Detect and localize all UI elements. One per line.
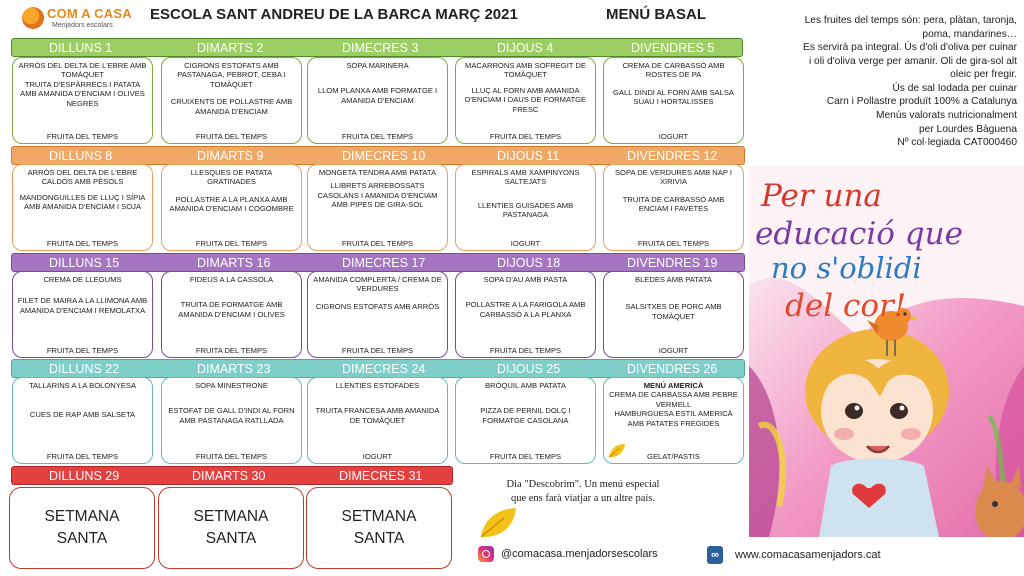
menu-day-dijous-18: SOPA D'AU AMB PASTA POLLASTRE A LA FARIGOLA AMB CARBASSÓ A LA PLANXA FRUITA DEL TEMPS — [455, 271, 596, 358]
instagram-icon — [478, 546, 494, 562]
day-label: DIMECRES 31 — [339, 469, 423, 483]
menu-day-dilluns-22: TALLARINS A LA BOLONYESA CUES DE RAP AMB SALSETA FRUITA DEL TEMPS — [12, 377, 153, 464]
dessert: FRUITA DEL TEMPS — [637, 238, 710, 248]
art-text-line-2: educació que — [755, 216, 963, 252]
menu-day-dimarts-16: FIDEUS A LA CASSOLA TRUITA DE FORMATGE AMB AMANIDA D'ENCIAM I OLIVES FRUITA DEL TEMPS — [161, 271, 302, 358]
menu-day-dimarts-23: SOPA MINESTRONE ESTOFAT DE GALL D'INDI AL FORN AMB PASTANAGA RATLLADA FRUITA DEL TEMPS — [161, 377, 302, 464]
day-label: DIVENDRES 5 — [631, 41, 715, 55]
dessert: FRUITA DEL TEMPS — [46, 131, 119, 141]
leaf-icon — [608, 443, 626, 459]
week-3-header — [11, 253, 745, 272]
dessert: FRUITA DEL TEMPS — [341, 238, 414, 248]
day-label: DIMECRES 24 — [342, 362, 426, 376]
week-5-header — [11, 466, 453, 485]
menu-day-dimecres-10: MONGETA TENDRA AMB PATATA LLIBRETS ARREBOSSATS CASOLANS I AMANIDA D'ENCIAM AMB PIPES DE GIRA-SOL FRUITA DEL TEMPS — [307, 164, 448, 251]
menu-day-dimarts-30: SETMANA SANTA — [158, 487, 304, 569]
descobrim-note: Dia "Descobrim". Un menú especial que ens farà viatjar a un altre país. — [506, 479, 660, 505]
week-4-header — [11, 359, 745, 378]
day-label: DIJOUS 11 — [497, 149, 560, 163]
day-label: DILLUNS 15 — [49, 256, 120, 270]
day-label: DIMARTS 2 — [197, 41, 264, 55]
dessert: IOGURT — [510, 238, 541, 248]
com-a-casa-logo — [22, 5, 132, 35]
dessert: FRUITA DEL TEMPS — [341, 131, 414, 141]
menu-day-dimarts-2: CIGRONS ESTOFATS AMB PASTANAGA, PEBROT, CEBA I TOMÀQUET CRUIXENTS DE POLLASTRE AMB AMANIDA D'ENCIAM FRUITA DEL TEMPS — [161, 57, 302, 144]
week-1-header — [11, 38, 743, 57]
school-title: ESCOLA SANT ANDREU DE LA BARCA MARÇ 2021 — [150, 6, 518, 23]
day-label: DIMECRES 10 — [342, 149, 426, 163]
dessert: FRUITA DEL TEMPS — [489, 345, 562, 355]
dessert: FRUITA DEL TEMPS — [195, 131, 268, 141]
day-label: DIMARTS 9 — [197, 149, 264, 163]
logo-food-icon — [22, 7, 44, 29]
day-label: DILLUNS 22 — [49, 362, 120, 376]
dessert: FRUITA DEL TEMPS — [489, 131, 562, 141]
dessert: FRUITA DEL TEMPS — [46, 345, 119, 355]
art-text-line-4: del cor! — [785, 288, 907, 324]
menu-day-divendres-12: SOPA DE VERDURES AMB NAP I XIRIVIA TRUITA DE CARBASSÓ AMB ENCIAM I FAVETES FRUITA DEL TEMPS — [603, 164, 744, 251]
day-label: DIMECRES 17 — [342, 256, 426, 270]
menu-day-dimecres-17: AMANIDA COMPLERTA / CREMA DE VERDURES CIGRONS ESTOFATS AMB ARRÒS FRUITA DEL TEMPS — [307, 271, 448, 358]
menu-day-divendres-19: BLEDES AMB PATATA SALSITXES DE PORC AMB TOMÀQUET IOGURT — [603, 271, 744, 358]
instagram-handle[interactable]: @comacasa.menjadorsescolars — [478, 546, 658, 562]
day-label: DIVENDRES 26 — [627, 362, 718, 376]
day-label: DIJOUS 18 — [497, 256, 561, 270]
day-label: DIJOUS 4 — [497, 41, 554, 55]
menu-day-divendres-26: MENÚ AMERICÀ CREMA DE CARBASSA AMB PEBRE VERMELL HAMBURGUESA ESTIL AMERICÀ AMB PATATES FREGIDES GELAT/PASTIS — [603, 377, 744, 464]
dessert: FRUITA DEL TEMPS — [195, 451, 268, 461]
website-icon: ∞ — [707, 546, 723, 564]
menu-day-dimecres-3: SOPA MARINERA LLOM PLANXA AMB FORMATGE I AMANIDA D'ENCIAM FRUITA DEL TEMPS — [307, 57, 448, 144]
art-text-line-3: no s'oblidi — [771, 251, 922, 285]
art-text-line-1: Per una — [761, 178, 882, 214]
dessert: FRUITA DEL TEMPS — [489, 451, 562, 461]
menu-day-dimecres-24: LLENTIES ESTOFADES TRUITA FRANCESA AMB AMANIDA DE TOMÀQUET IOGURT — [307, 377, 448, 464]
menu-day-dijous-4: MACARRONS AMB SOFREGIT DE TOMÀQUET LLUÇ AL FORN AMB AMANIDA D'ENCIAM I DAUS DE FORMATGE FRESC FRUITA DEL TEMPS — [455, 57, 596, 144]
menu-day-dimecres-31: SETMANA SANTA — [306, 487, 452, 569]
brand-subtitle: Menjadors escolars — [52, 22, 113, 29]
day-label: DIMARTS 16 — [197, 256, 271, 270]
dessert: FRUITA DEL TEMPS — [195, 238, 268, 248]
dessert: IOGURT — [362, 451, 393, 461]
menu-day-dijous-11: ESPIRALS AMB XAMPINYONS SALTEJATS LLENTIES GUISADES AMB PASTANAGA IOGURT — [455, 164, 596, 251]
week-2-header — [11, 146, 745, 165]
dessert: FRUITA DEL TEMPS — [46, 451, 119, 461]
dessert: IOGURT — [658, 345, 689, 355]
dessert: IOGURT — [658, 131, 689, 141]
website-link[interactable]: ∞ www.comacasamenjadors.cat — [707, 546, 881, 564]
dessert: FRUITA DEL TEMPS — [341, 345, 414, 355]
day-label: DIVENDRES 12 — [627, 149, 718, 163]
menu-day-dijous-25: BRÒQUIL AMB PATATA PIZZA DE PERNIL DOLÇ I FORMATGE CASOLANA FRUITA DEL TEMPS — [455, 377, 596, 464]
day-label: DILLUNS 29 — [49, 469, 120, 483]
day-label: DIVENDRES 19 — [627, 256, 718, 270]
menu-day-divendres-5: CREMA DE CARBASSÓ AMB ROSTES DE PA GALL DINDI AL FORN AMB SALSA SUAU I HORTALISSES IOGURT — [603, 57, 744, 144]
leaf-icon — [478, 506, 518, 540]
menu-day-dimarts-9: LLESQUES DE PATATA GRATINADES POLLASTRE A LA PLANXA AMB AMANIDA D'ENCIAM I COGOMBRE FRUITA DEL TEMPS — [161, 164, 302, 251]
menu-day-dilluns-8: ARRÒS DEL DELTA DE L'EBRE CALDÓS AMB PÈSOLS MANDONGUILLES DE LLUÇ I SÍPIA AMB AMANIDA D'ENCIAM I SOJA FRUITA DEL TEMPS — [12, 164, 153, 251]
day-label: DIMECRES 3 — [342, 41, 419, 55]
dessert: FRUITA DEL TEMPS — [46, 238, 119, 248]
dessert: FRUITA DEL TEMPS — [195, 345, 268, 355]
day-label: DIJOUS 25 — [497, 362, 561, 376]
menu-day-dilluns-15: CREMA DE LLEGUMS FILET DE MAIRA A LA LLIMONA AMB AMANIDA D'ENCIAM I REMOLATXA FRUITA DEL TEMPS — [12, 271, 153, 358]
day-label: DILLUNS 8 — [49, 149, 113, 163]
menu-title: MENÚ BASAL — [606, 6, 706, 23]
brand-name: COM A CASA — [47, 6, 132, 21]
illustration-child-with-bird — [749, 166, 1024, 537]
dessert: GELAT/PASTIS — [647, 451, 700, 461]
day-label: DIMARTS 23 — [197, 362, 271, 376]
special-menu-title: MENÚ AMERICÀ — [643, 381, 704, 390]
day-label: DILLUNS 1 — [49, 41, 113, 55]
menu-day-dilluns-1: ARRÒS DEL DELTA DE L'EBRE AMB TOMÀQUET TRUITA D'ESPÀRRECS I PATATA AMB AMANIDA D'ENCIAM I OLIVES NEGRES FRUITA DEL TEMPS — [12, 57, 153, 144]
menu-day-dilluns-29: SETMANA SANTA — [9, 487, 155, 569]
day-label: DIMARTS 30 — [192, 469, 266, 483]
nutrition-notes: Les fruites del temps són: pera, plàtan, taronja, poma, mandarines… Es servirà pa integral. Ús d'oli d'oliva per cuinar i oli d'oliva verge per amanir. Oli de gira-sol alt oleic per fregir. Ús de sal Iodada per cuinar Carn i Pollastre produït 100% a Catalunya Menús valorats nutricionalment per Lourdes Bàguena Nº col·legiada CAT000460 — [803, 15, 1017, 149]
